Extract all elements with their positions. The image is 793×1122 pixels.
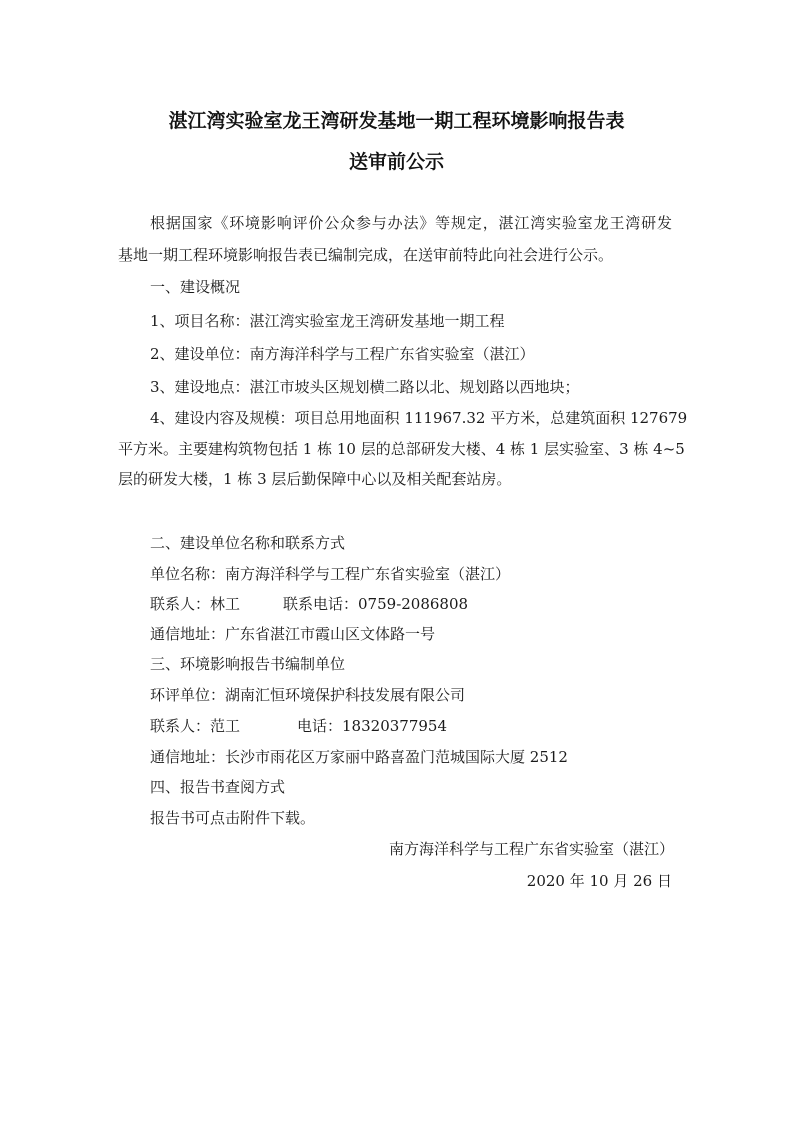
eia-unit-name: 环评单位：湖南汇恒环境保护科技发展有限公司 [150,686,466,704]
project-name: 1、项目名称：湛江湾实验室龙王湾研发基地一期工程 [150,312,505,330]
construction-scale-line-1: 4、建设内容及规模：项目总用地面积 111967.32 平方米，总建筑面积 127679 [150,409,688,427]
eia-contact-phone: 电话：18320377954 [297,717,447,735]
developer-contact-person: 联系人：林工 [150,595,241,613]
construction-scale-line-3: 层的研发大楼，1 栋 3 层后勤保障中心以及相关配套站房。 [118,470,512,488]
section-1-heading: 一、建设概况 [150,278,241,296]
developer-address: 通信地址：广东省湛江市霞山区文体路一号 [150,625,436,643]
developer-unit-name: 单位名称：南方海洋科学与工程广东省实验室（湛江） [150,565,511,583]
developer-contact-phone: 联系电话：0759-2086808 [283,595,469,613]
developer-contact-row [150,593,468,614]
construction-unit: 2、建设单位：南方海洋科学与工程广东省实验室（湛江） [150,345,535,363]
download-instructions: 报告书可点击附件下载。 [150,809,316,827]
document-subtitle: 送审前公示 [348,151,444,173]
construction-scale-line-2: 平方米。主要建构筑物包括 1 栋 10 层的总部研发大楼、4 栋 1 层实验室、3 栋 4~5 [118,440,685,458]
intro-paragraph-line-1: 根据国家《环境影响评价公众参与办法》等规定，湛江湾实验室龙王湾研发 [150,214,672,232]
document-title: 湛江湾实验室龙王湾研发基地一期工程环境影响报告表 [168,110,625,132]
section-2-heading: 二、建设单位名称和联系方式 [150,534,346,552]
eia-contact-person: 联系人：范工 [150,717,241,735]
section-4-heading: 四、报告书查阅方式 [150,778,286,796]
intro-paragraph-line-2: 基地一期工程环境影响报告表已编制完成，在送审前特此向社会进行公示。 [118,246,614,264]
signature-organization: 南方海洋科学与工程广东省实验室（湛江） [388,840,674,858]
section-3-heading: 三、环境影响报告书编制单位 [150,655,346,673]
eia-address: 通信地址：长沙市雨花区万家丽中路喜盈门范城国际大厦 2512 [150,748,568,766]
construction-site: 3、建设地点：湛江市坡头区规划横二路以北、规划路以西地块； [150,378,580,396]
eia-contact-row [150,715,447,736]
signature-date: 2020 年 10 月 26 日 [526,872,672,890]
